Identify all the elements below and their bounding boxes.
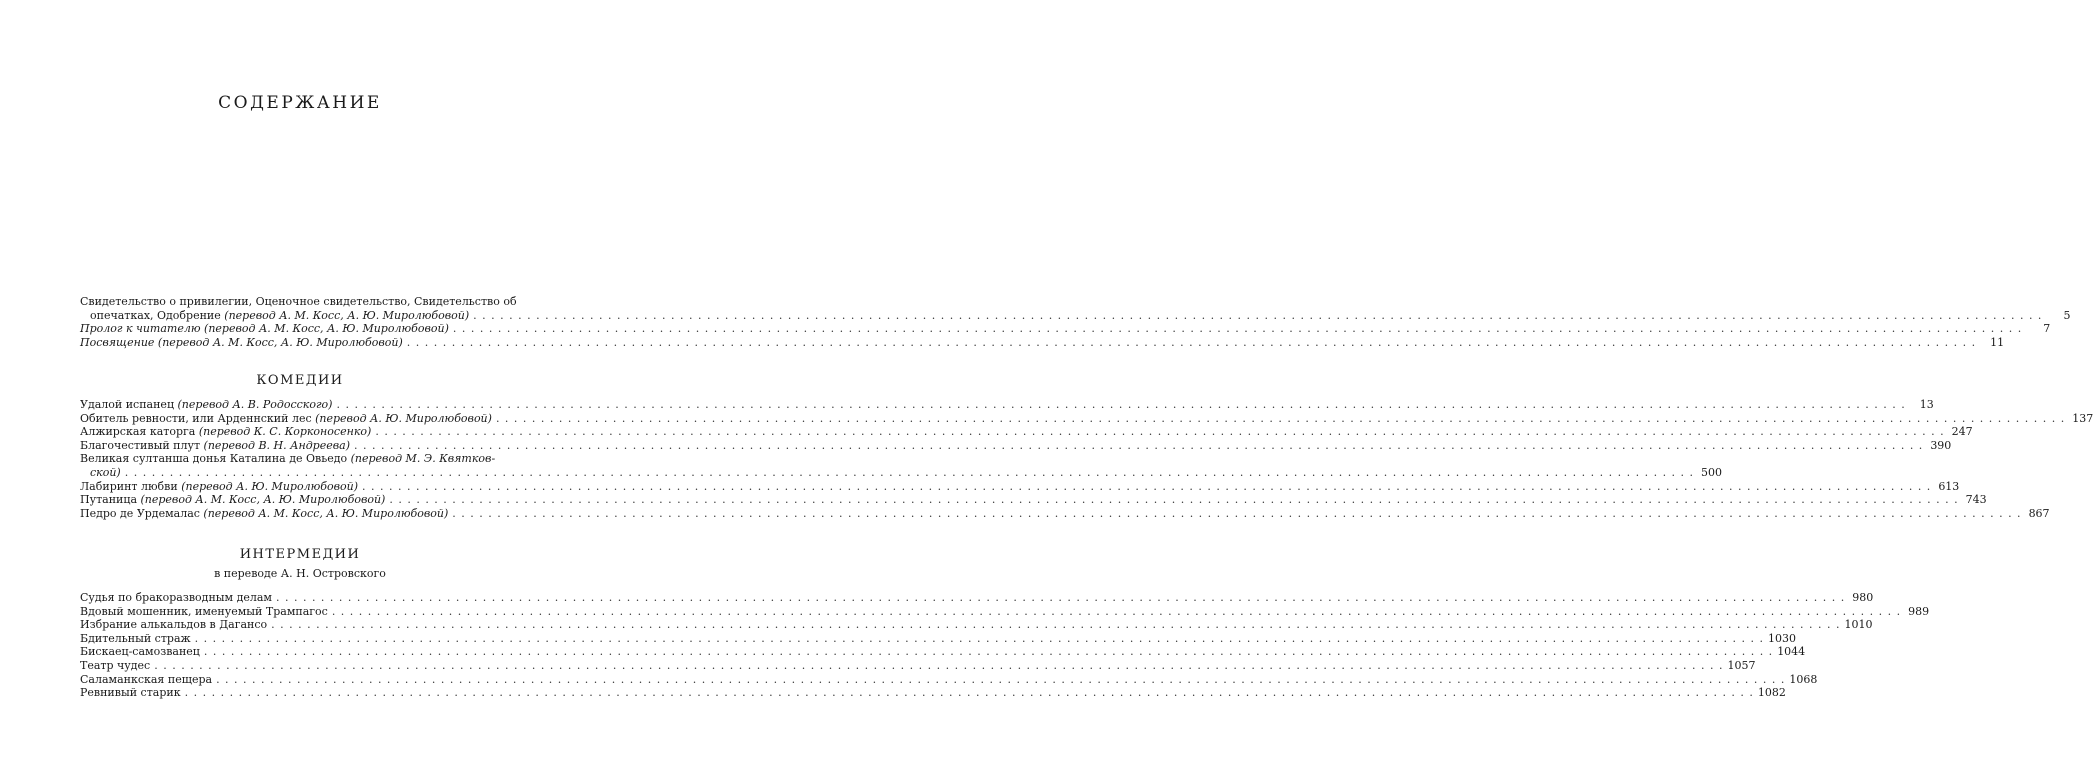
comedies-list xyxy=(80,398,2093,520)
entry-translator-cont: ской) xyxy=(90,465,121,479)
toc-entry[interactable] xyxy=(80,438,1952,453)
page-number: 11 xyxy=(1990,335,2005,349)
toc-entry[interactable] xyxy=(80,465,1723,480)
entry-translator: (перевод М. Э. Квятков- xyxy=(350,452,496,466)
interludes-list xyxy=(80,591,1930,700)
toc-entry[interactable] xyxy=(80,335,2005,350)
dot-leader xyxy=(452,507,2021,521)
dot-leader xyxy=(336,398,1905,412)
page-number: 1057 xyxy=(1727,658,1756,672)
section-title-comedies: КОМЕДИИ xyxy=(256,373,344,388)
dot-leader xyxy=(407,336,1976,350)
entry-title: опечатках, Одобрение xyxy=(90,308,225,322)
dot-leader xyxy=(354,439,1923,453)
dot-leader xyxy=(453,322,2022,336)
entry-title: Бдительный страж xyxy=(80,631,191,645)
toc-entry[interactable] xyxy=(80,591,1874,605)
entry-translator: (перевод А. В. Родосского) xyxy=(177,398,333,411)
entry-title: Избрание алькальдов в Дагансо xyxy=(80,618,268,632)
entry-translator: (перевод А. М. Косс, А. Ю. Миролюбовой) xyxy=(204,322,449,336)
dot-leader xyxy=(154,659,1723,673)
entry-title: Саламанкская пещера xyxy=(80,672,213,686)
dot-leader xyxy=(496,412,2065,426)
toc-entry-line[interactable] xyxy=(80,452,520,466)
toc-entry[interactable] xyxy=(80,411,2093,426)
page-number: 1010 xyxy=(1844,618,1873,632)
entry-translator: (перевод А. М. Косс, А. Ю. Миролюбовой) xyxy=(157,335,403,349)
front-matter-list xyxy=(80,295,2071,349)
toc-entry[interactable] xyxy=(80,618,1873,632)
page-number: 500 xyxy=(1701,465,1723,479)
page-number: 1082 xyxy=(1757,686,1786,700)
page-number: 989 xyxy=(1908,604,1930,618)
page-number: 613 xyxy=(1938,479,1960,493)
toc-entry[interactable] xyxy=(80,493,1987,507)
dot-leader xyxy=(125,466,1694,480)
entry-title: Вдовый мошенник, именуемый Трампагос xyxy=(80,604,328,618)
toc-entry[interactable] xyxy=(80,631,1796,646)
page-number: 13 xyxy=(1919,398,1934,411)
entry-title: Педро де Урдемалас xyxy=(80,506,204,520)
entry-title: Театр чудес xyxy=(80,658,151,672)
entry-translator: (перевод А. Ю. Миролюбовой) xyxy=(181,479,358,493)
toc-entry[interactable] xyxy=(80,506,2050,521)
page-number: 743 xyxy=(1965,493,1987,507)
entry-title: Путаница xyxy=(80,493,141,507)
page-number: 7 xyxy=(2043,322,2051,336)
page-number: 247 xyxy=(1951,425,1973,439)
dot-leader xyxy=(362,480,1931,494)
dot-leader xyxy=(332,605,1901,619)
entry-translator: (перевод А. М. Косс, А. Ю. Миролюбовой) xyxy=(224,308,470,322)
dot-leader xyxy=(375,425,1944,439)
toc-entry[interactable] xyxy=(80,308,2071,323)
entry-title: Посвящение xyxy=(80,335,158,349)
toc-entry[interactable] xyxy=(80,604,1930,619)
entry-title: Ревнивый старик xyxy=(80,686,181,700)
dot-leader xyxy=(195,632,1764,646)
entry-title: Обитель ревности, или Арденнский лес xyxy=(80,411,316,425)
page-number: 1068 xyxy=(1789,672,1818,686)
dot-leader xyxy=(271,618,1840,632)
toc-entry[interactable] xyxy=(80,672,1818,687)
page-number: 1030 xyxy=(1767,631,1796,645)
entry-translator: (перевод К. С. Корконосенко) xyxy=(198,425,372,439)
entry-title: Лабиринт любви xyxy=(80,479,182,493)
page-number: 137 xyxy=(2072,411,2093,425)
toc-entry[interactable] xyxy=(80,479,1960,494)
toc-entry[interactable] xyxy=(80,686,1786,700)
toc-entry[interactable] xyxy=(80,645,1806,659)
page-title: СОДЕРЖАНИЕ xyxy=(218,93,382,113)
dot-leader xyxy=(276,591,1845,605)
toc-entry[interactable] xyxy=(80,398,1934,412)
dot-leader xyxy=(185,686,1754,700)
entry-title: Бискаец-самозванец xyxy=(80,645,200,659)
page-number: 390 xyxy=(1930,438,1952,452)
entry-translator: (перевод А. М. Косс, А. Ю. Миролюбовой) xyxy=(203,506,449,520)
toc-entry[interactable] xyxy=(80,425,1973,439)
page-number: 980 xyxy=(1852,591,1874,604)
page-number: 5 xyxy=(2063,308,2071,322)
dot-leader xyxy=(216,673,1785,687)
dot-leader xyxy=(389,493,1958,507)
section-title-interludes: ИНТЕРМЕДИИ xyxy=(239,547,361,562)
page-number: 867 xyxy=(2028,506,2050,520)
section-subtitle: в переводе А. Н. Островского xyxy=(214,567,386,580)
entry-title: Алжирская каторга xyxy=(80,425,199,439)
entry-title: Удалой испанец xyxy=(80,398,178,411)
entry-translator: (перевод В. Н. Андреева) xyxy=(203,438,350,452)
dot-leader xyxy=(473,309,2042,323)
entry-title: Великая султанша донья Каталина де Овьедо xyxy=(80,452,351,466)
entry-title: Пролог к читателю xyxy=(80,322,205,336)
entry-translator: (перевод А. Ю. Миролюбовой) xyxy=(315,411,492,425)
toc-entry[interactable] xyxy=(80,658,1756,673)
dot-leader xyxy=(204,645,1773,659)
entry-translator: (перевод А. М. Косс, А. Ю. Миролюбовой) xyxy=(140,493,386,507)
page-number: 1044 xyxy=(1777,645,1806,659)
toc-entry[interactable] xyxy=(80,322,2051,336)
entry-title: Благочестивый плут xyxy=(80,438,204,452)
entry-title: Судья по бракоразводным делам xyxy=(80,591,272,604)
toc-entry-line: Свидетельство о привилегии, Оценочное свидетельство, Свидетельство об xyxy=(80,295,517,308)
